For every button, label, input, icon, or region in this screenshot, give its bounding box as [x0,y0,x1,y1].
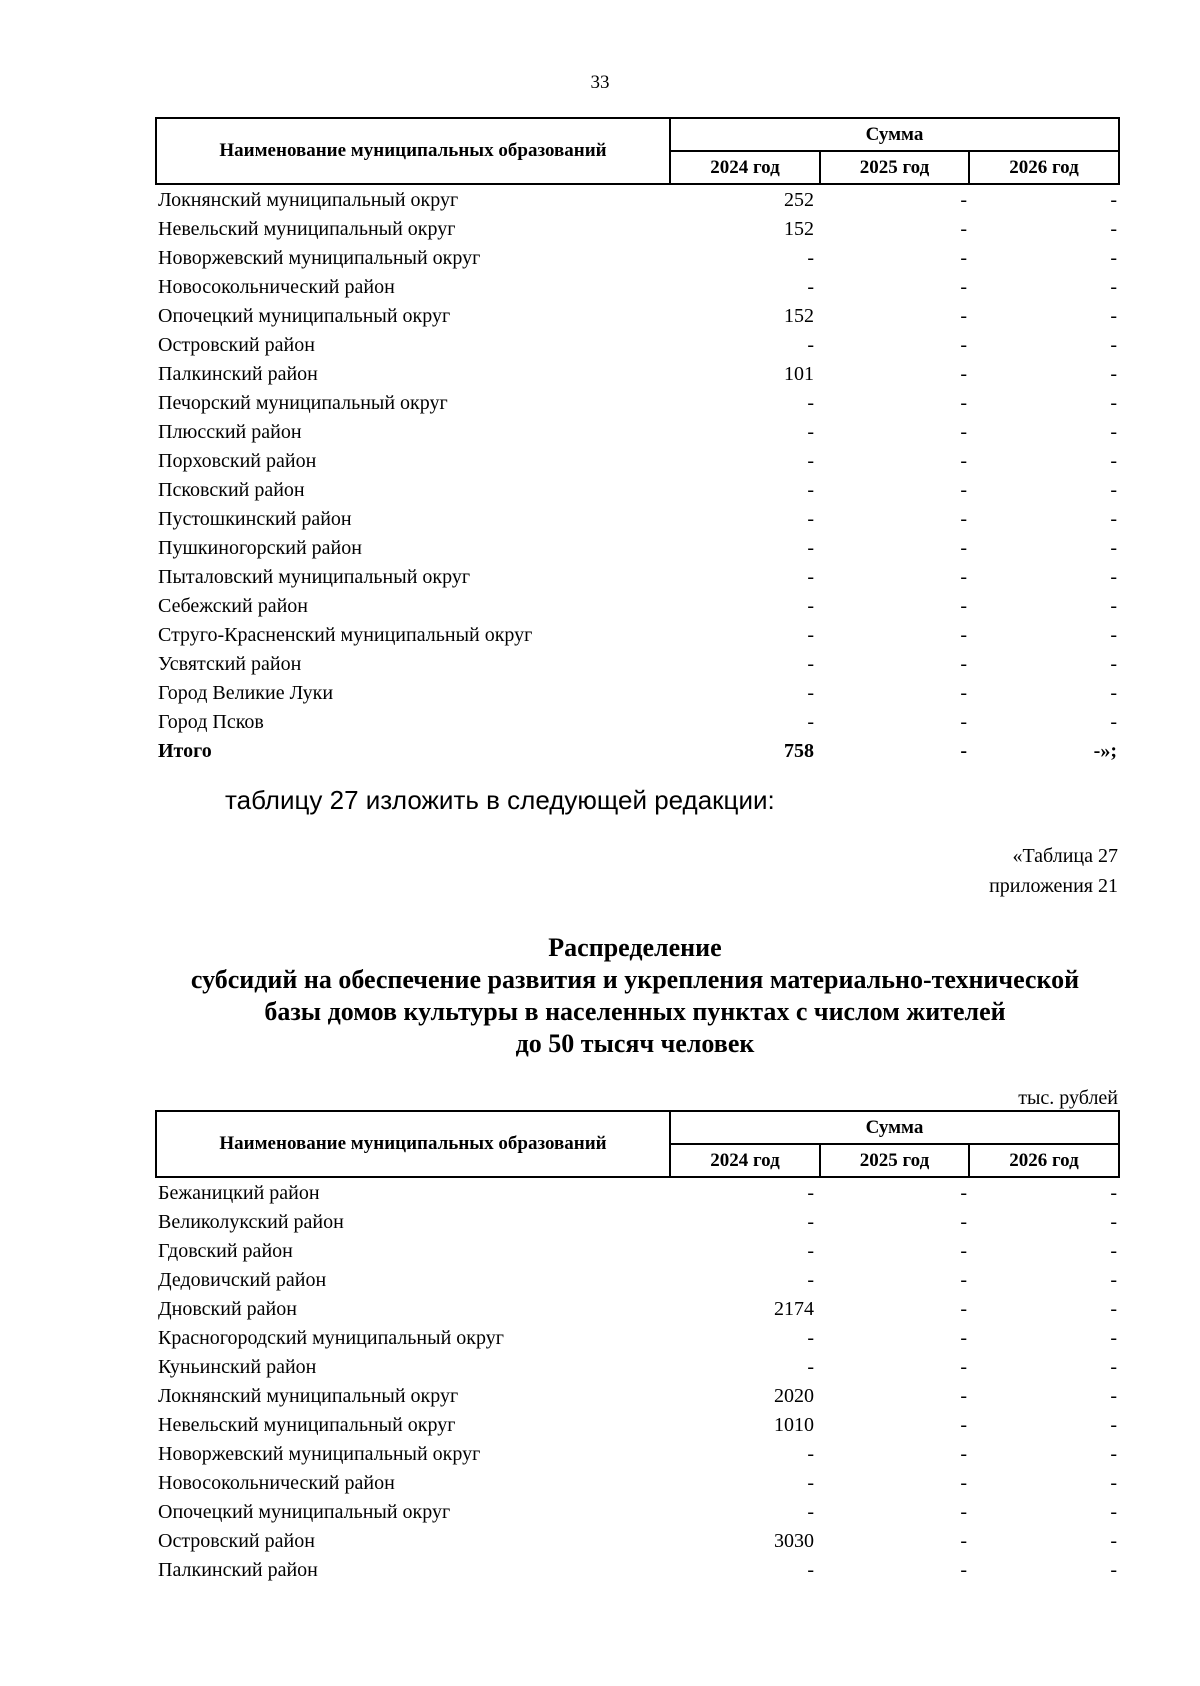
value-2025: - [960,362,967,385]
document-title [0,932,1200,1060]
value-2025: - [960,1471,967,1494]
value-2026: - [1110,1297,1117,1320]
table-row [156,707,1119,736]
table-row [156,649,1119,678]
value-2024: 101 [784,362,814,385]
value-2024: - [807,420,814,443]
value-2024: - [807,246,814,269]
value-2025: - [960,217,967,240]
value-2024: - [807,1471,814,1494]
value-2026: - [1110,391,1117,414]
value-2026: - [1110,1413,1117,1436]
value-2025: - [960,246,967,269]
value-2024: 252 [784,188,814,211]
value-2026: - [1110,536,1117,559]
table-row [156,1294,1119,1323]
appendix-number-note: приложения 21 [989,875,1118,897]
value-2026: - [1110,1500,1117,1523]
value-2025: - [960,1384,967,1407]
total-row [156,736,1119,765]
value-2026: - [1110,188,1117,211]
value-2024: - [807,1326,814,1349]
municipality-name: Город Псков [158,710,264,733]
municipality-name: Гдовский район [158,1239,293,1262]
title-line: Распределение [548,933,722,962]
municipality-name: Усвятский район [158,652,302,675]
value-2024: - [807,536,814,559]
table-row [156,1352,1119,1381]
municipality-name: Плюсский район [158,420,302,443]
table-row [156,504,1119,533]
value-2025: - [960,623,967,646]
municipality-name: Палкинский район [158,1558,318,1581]
table-row [156,417,1119,446]
value-2026: - [1110,1326,1117,1349]
value-2026: - [1110,652,1117,675]
municipality-name: Псковский район [158,478,305,501]
municipality-name: Пустошкинский район [158,507,352,530]
municipality-column-header: Наименование муниципальных образований [156,118,670,184]
value-2024: - [807,275,814,298]
table-row [156,446,1119,475]
value-2025: - [960,420,967,443]
value-2026: - [1110,623,1117,646]
value-2026: - [1110,507,1117,530]
municipality-name: Струго-Красненский муниципальный округ [158,623,533,646]
value-2025: - [960,1326,967,1349]
table-row [156,272,1119,301]
value-2025: - [960,710,967,733]
table-row [156,533,1119,562]
municipality-name: Новоржевский муниципальный округ [158,1442,481,1465]
value-2024: 2174 [774,1297,814,1320]
table-row [156,1177,1119,1207]
page-number: 33 [590,72,610,93]
table-row [156,359,1119,388]
table-row [156,184,1119,214]
value-2025: - [960,449,967,472]
value-2026: - [1110,217,1117,240]
sum-column-header: Сумма [670,1111,1119,1144]
table-row [156,1555,1119,1584]
value-2024: - [807,565,814,588]
value-2025: - [960,1500,967,1523]
value-2024: - [807,1558,814,1581]
table-row [156,475,1119,504]
value-2024: 2020 [774,1384,814,1407]
municipality-name: Красногородский муниципальный округ [158,1326,504,1349]
table-row [156,1439,1119,1468]
value-2025: - [960,391,967,414]
value-2024: - [807,1355,814,1378]
value-2026: - [1110,710,1117,733]
value-2025: - [960,275,967,298]
title-line: субсидий на обеспечение развития и укрепления материально-технической [190,965,1080,994]
value-2026: - [1110,333,1117,356]
table-number-note: «Таблица 27 [1012,845,1118,867]
value-2025: - [960,1297,967,1320]
value-2026: - [1110,1239,1117,1262]
table-row [156,1207,1119,1236]
value-2024: - [807,1181,814,1204]
value-2025: - [960,1239,967,1262]
municipality-name: Локнянский муниципальный округ [158,1384,459,1407]
value-2026: - [1110,420,1117,443]
year-2026-header: 2026 год [969,151,1119,184]
value-2026: - [1110,1558,1117,1581]
municipality-name: Куньинский район [158,1355,317,1378]
value-2024: 1010 [774,1413,814,1436]
value-2025: - [960,188,967,211]
year-2025-header: 2025 год [820,151,969,184]
value-2026: - [1110,1210,1117,1233]
table-row [156,1468,1119,1497]
value-2026: - [1110,246,1117,269]
value-2025: - [960,1558,967,1581]
value-2024: - [807,1268,814,1291]
value-2024: - [807,449,814,472]
municipality-name: Дедовичский район [158,1268,327,1291]
municipality-name: Порховский район [158,449,317,472]
municipality-name: Невельский муниципальный округ [158,1413,456,1436]
value-2024: - [807,478,814,501]
value-2024: - [807,652,814,675]
municipality-name: Новосокольнический район [158,1471,395,1494]
value-2025: - [960,1268,967,1291]
value-2025: - [960,1181,967,1204]
value-2024: - [807,710,814,733]
value-2026: - [1110,681,1117,704]
municipality-name: Печорский муниципальный округ [158,391,448,414]
municipality-name: Новосокольнический район [158,275,395,298]
value-2024: 152 [784,217,814,240]
value-2024: 758 [784,739,814,762]
table-row [156,562,1119,591]
table-row [156,678,1119,707]
value-2025: - [960,681,967,704]
table-row [156,1410,1119,1439]
value-2025: - [960,1355,967,1378]
municipality-name: Островский район [158,1529,315,1552]
value-2026: - [1110,565,1117,588]
table-row [156,330,1119,359]
value-2026: - [1110,304,1117,327]
value-2024: - [807,1500,814,1523]
value-2024: - [807,1442,814,1465]
table-row [156,243,1119,272]
municipality-name: Опочецкий муниципальный округ [158,304,451,327]
value-2025: - [960,507,967,530]
municipality-name: Бежаницкий район [158,1181,320,1204]
value-2026: - [1110,362,1117,385]
municipality-name: Дновский район [158,1297,297,1320]
subsidy-table-27 [155,1110,1120,1584]
value-2025: - [960,1413,967,1436]
value-2025: - [960,565,967,588]
year-2024-header: 2024 год [670,1144,820,1177]
value-2025: - [960,304,967,327]
value-2024: - [807,1239,814,1262]
year-2026-header: 2026 год [969,1144,1119,1177]
year-2024-header: 2024 год [670,151,820,184]
value-2024: - [807,507,814,530]
municipality-name: Город Великие Луки [158,681,334,704]
value-2025: - [960,478,967,501]
municipality-name: Пыталовский муниципальный округ [158,565,471,588]
title-line: базы домов культуры в населенных пунктах с числом жителей [264,997,1006,1026]
value-2025: - [960,536,967,559]
table-row [156,301,1119,330]
municipality-name: Островский район [158,333,315,356]
municipality-name: Невельский муниципальный округ [158,217,456,240]
title-line: до 50 тысяч человек [515,1029,755,1058]
table-row [156,1265,1119,1294]
value-2025: - [960,333,967,356]
value-2025: - [960,594,967,617]
value-2026: - [1110,1384,1117,1407]
value-2025: - [960,1529,967,1552]
municipality-name: Новоржевский муниципальный округ [158,246,481,269]
table-row [156,1381,1119,1410]
value-2024: - [807,391,814,414]
unit-label: тыс. рублей [1018,1087,1118,1109]
value-2026: - [1110,478,1117,501]
value-2025: - [960,1210,967,1233]
municipality-name: Себежский район [158,594,308,617]
municipality-name: Пушкиногорский район [158,536,362,559]
value-2026: - [1110,594,1117,617]
table-row [156,1323,1119,1352]
value-2024: 152 [784,304,814,327]
value-2026: - [1110,1471,1117,1494]
municipality-name: Великолукский район [158,1210,344,1233]
value-2026: - [1110,449,1117,472]
value-2024: - [807,1210,814,1233]
value-2026: - [1110,1355,1117,1378]
amendment-instruction: таблицу 27 изложить в следующей редакции: [225,785,775,815]
value-2024: - [807,681,814,704]
value-2025: - [960,652,967,675]
value-2026: - [1110,1181,1117,1204]
value-2026: -»; [1093,739,1117,762]
municipality-name: Опочецкий муниципальный округ [158,1500,451,1523]
municipality-name: Палкинский район [158,362,318,385]
value-2026: - [1110,275,1117,298]
value-2024: - [807,333,814,356]
municipality-column-header: Наименование муниципальных образований [156,1111,670,1177]
table-row [156,620,1119,649]
value-2026: - [1110,1442,1117,1465]
sum-column-header: Сумма [670,118,1119,151]
municipality-name: Локнянский муниципальный округ [158,188,459,211]
subsidy-table-previous [155,117,1120,765]
year-2025-header: 2025 год [820,1144,969,1177]
value-2024: - [807,623,814,646]
table-row [156,214,1119,243]
table-row [156,591,1119,620]
table-row [156,1236,1119,1265]
value-2024: - [807,594,814,617]
value-2026: - [1110,1529,1117,1552]
value-2026: - [1110,1268,1117,1291]
table-row [156,1526,1119,1555]
value-2025: - [960,739,967,762]
municipality-name: Итого [158,739,212,762]
value-2024: 3030 [774,1529,814,1552]
table-row [156,388,1119,417]
table-row [156,1497,1119,1526]
value-2025: - [960,1442,967,1465]
